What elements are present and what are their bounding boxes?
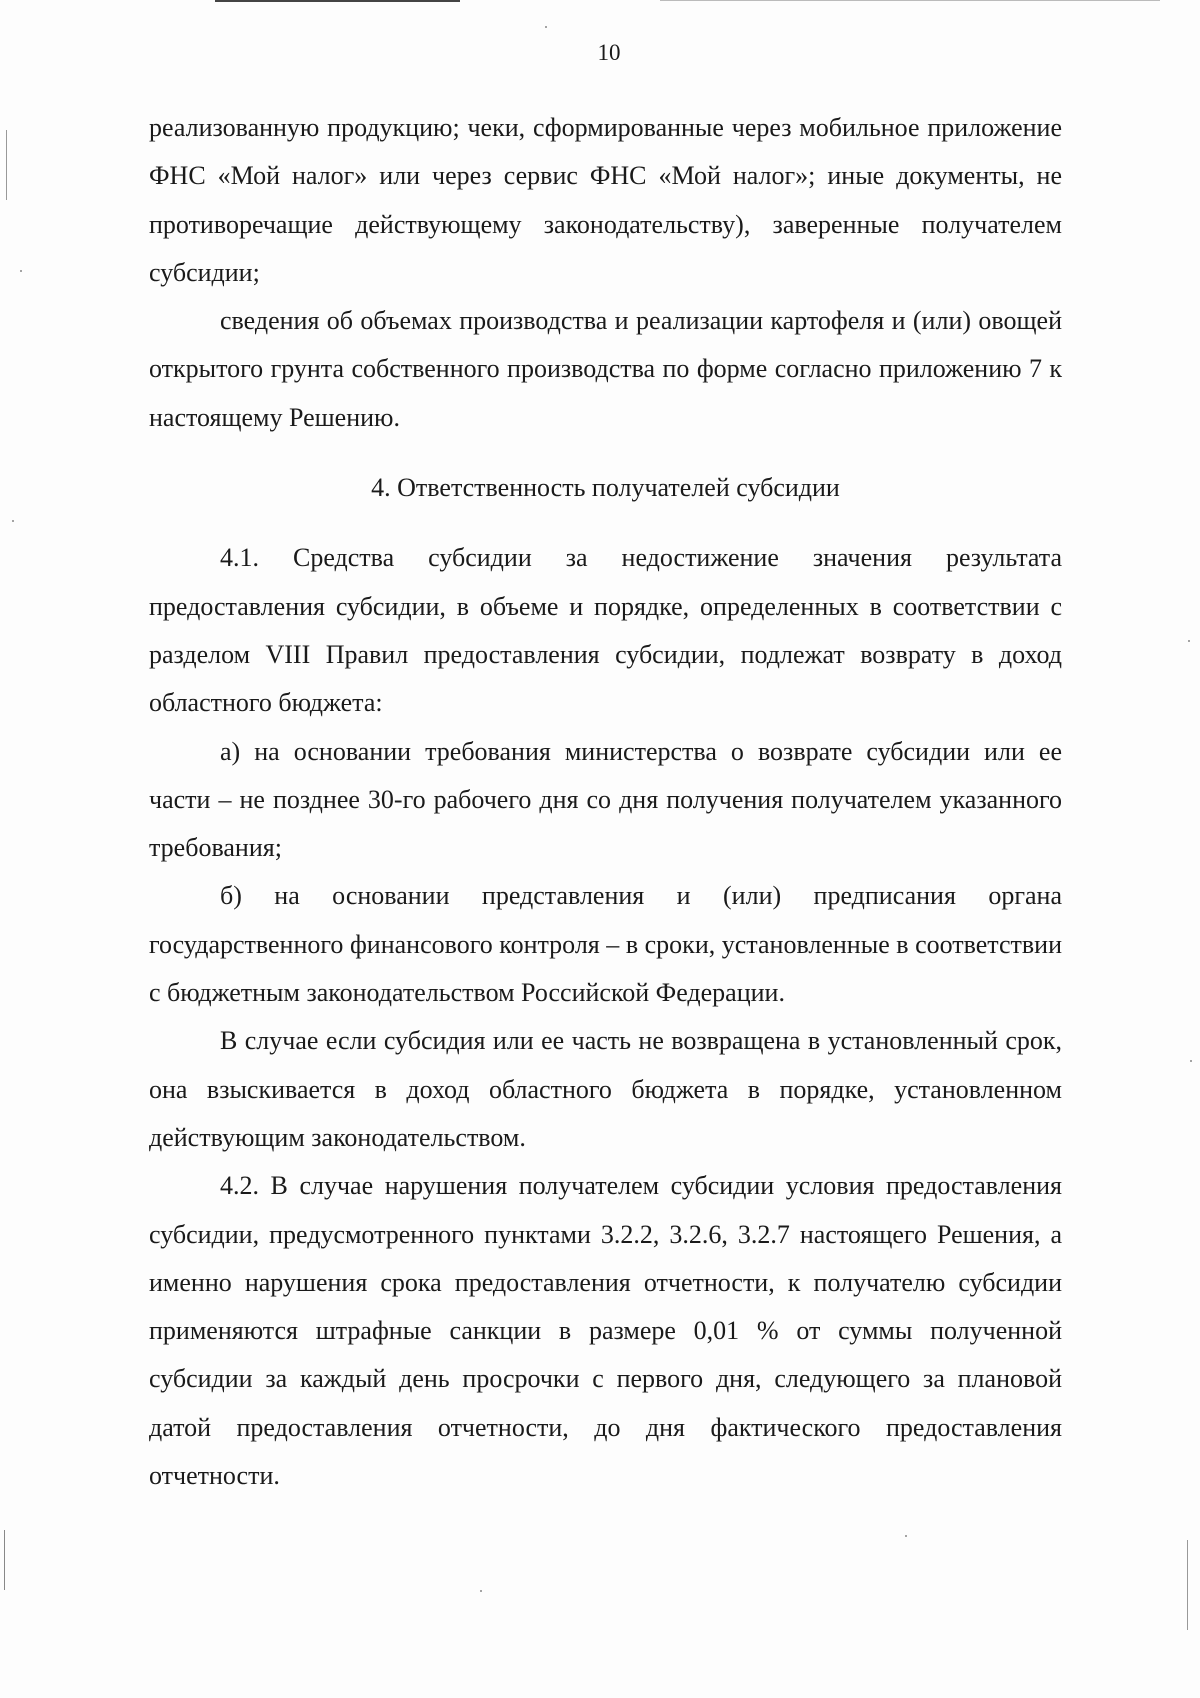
paragraph-production-info: сведения об объемах производства и реализации картофеля и (или) овощей открытого грунта собственного производства по форме согласно приложению 7 к настоящему Решению. [149, 306, 1062, 432]
paragraph-4-1: 4.1. Средства субсидии за недостижение значения результата предоставления субсидии, в объеме и порядке, определенных в соответствии с разделом VIII Правил предоставления субсидии, подлежат возврату в доход областного бюджета: [149, 543, 1062, 718]
scan-speck [20, 270, 22, 272]
document-body [149, 104, 1062, 1500]
paragraph-4-2: 4.2. В случае нарушения получателем субсидии условия предоставления субсидии, предусмотренного пунктами 3.2.2, 3.2.6, 3.2.7 настоящего Решения, а именно нарушения срока предоставления отчетности, к получателю субсидии применяются штрафные санкции в размере 0,01 % от суммы полученной субсидии за каждый день просрочки с первого дня, следующего за плановой датой предоставления отчетности, до дня фактического предоставления отчетности. [149, 1171, 1062, 1491]
paragraph-receipts-continuation: реализованную продукцию; чеки, сформированные через мобильное приложение ФНС «Мой налог» или через сервис ФНС «Мой налог»; иные документы, не противоречащие действующему законодательству), заверенные получателем субсидии; [149, 113, 1062, 287]
scan-speck [905, 1535, 907, 1537]
section-heading: 4. Ответственность получателей субсидии [371, 473, 840, 503]
scan-speck [12, 520, 14, 522]
scan-artifact-right-edge [1187, 1540, 1188, 1630]
scan-speck [1188, 640, 1190, 642]
scan-artifact-left-edge-bottom [4, 1530, 5, 1590]
scan-artifact-top-line [215, 0, 460, 2]
paragraph-recovery: В случае если субсидия или ее часть не возвращена в установленный срок, она взыскивается в доход областного бюджета в порядке, установленном действующим законодательством. [149, 1026, 1062, 1152]
paragraph-4-1-a: а) на основании требования министерства о возврате субсидии или ее части – не позднее 30-го рабочего дня со дня получения получателем указанного требования; [149, 736, 1062, 863]
scan-artifact-left-edge [6, 130, 7, 200]
scan-artifact-top-line-right [660, 0, 1160, 1]
paragraph-4-1-b: б) на основании представления и (или) предписания органа государственного финансового контроля – в сроки, установленные в соответствии с бюджетным законодательством Российской Федерации. [149, 881, 1062, 1008]
scan-speck [545, 26, 547, 28]
scan-speck [480, 1590, 482, 1592]
scan-speck [1190, 1060, 1192, 1062]
page-number: 10 [597, 40, 621, 65]
